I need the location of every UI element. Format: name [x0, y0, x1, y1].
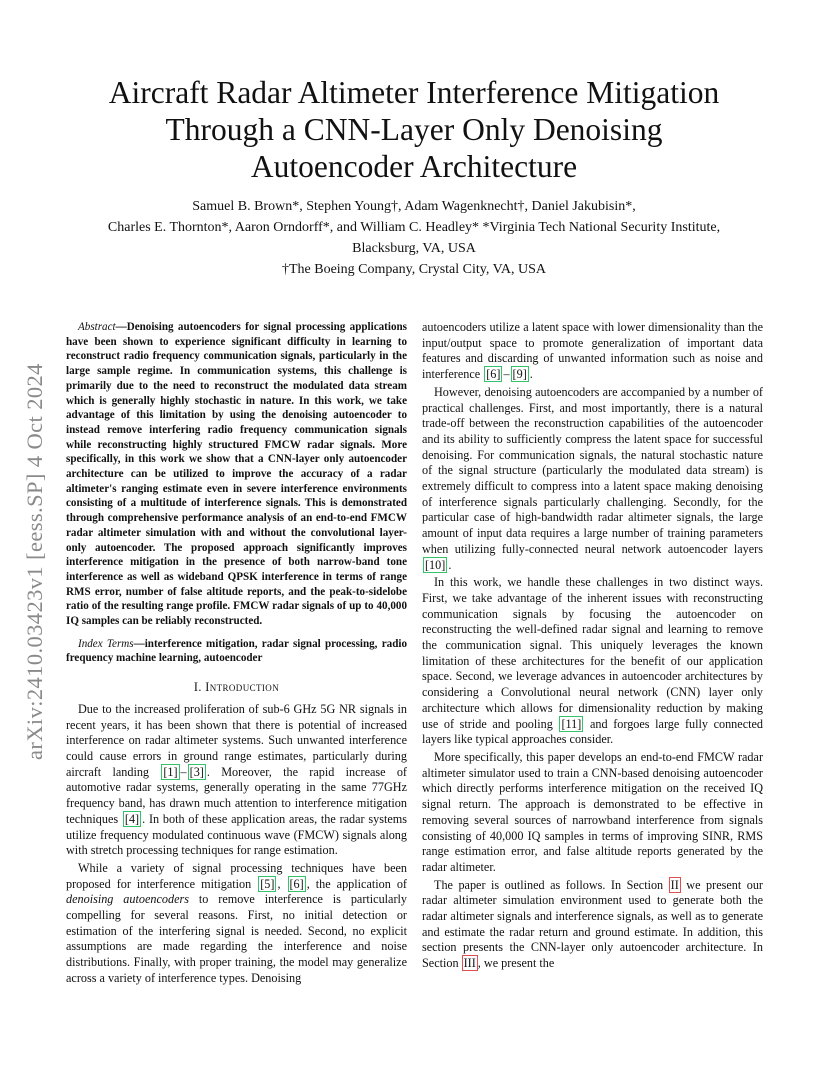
paragraph-text: we present our radar altimeter simulation environment used to generate both the radar altimeter signals and interference signals, as well as to generate and estimate the radar return and ground estimate. In addition, this section presents the CNN-layer only autoencoder architecture. In Section — [422, 877, 763, 971]
paragraph-text: to remove interference is particularly compelling for several reasons. First, no initial detection or estimation of the interfering signal is needed. Second, no explicit assumptions are made regarding the interference and noise distributions. Finally, with proper training, the model may generalize across a variety of interference types. Denoising — [66, 892, 407, 985]
paragraph-text: However, denoising autoencoders are accompanied by a number of practical challenges. First, and most importantly, there is a natural trade-off between the reconstruction capabilities of the autoencoder and its ability to sufficiently compress the latent space for successful denoising. For communication signals, the natural stochastic nature of the signal structure (particularly the modulated data stream) is extremely difficult to compress into a latent space making denoising of interference signals particularly challenging. Secondly, for the particular case of high-bandwidth radar altimeter signals, the large amount of input data requires a large number of training parameters when utilizing fully-connected neural network autoencoder layers — [422, 384, 763, 556]
paragraph-text: In this work, we handle these challenges in two distinct ways. First, we take advantage of the inherent issues with reconstructing communication signals by focusing the autoencoder on reconstructing the well-defined radar signal and learning to remove the communication signal. This uniquely leverages the known limitation of these architectures for the benefit of our application space. Second, we leverage advances in autoencoder architectures by considering a Convolutional neural network (CNN) layer only architecture which allows for dimensionality reduction by making use of stride and pooling — [422, 575, 763, 731]
citation-link[interactable]: [5] — [260, 876, 275, 891]
intro-paragraph — [422, 750, 763, 876]
section-heading — [66, 680, 407, 696]
intro-paragraph — [422, 385, 763, 573]
citation-link[interactable]: [10] — [425, 557, 446, 572]
abstract — [66, 320, 407, 629]
intro-paragraph — [422, 878, 763, 972]
abstract-label: Abstract — [78, 321, 116, 333]
title-line: Autoencoder Architecture — [250, 149, 578, 184]
citation-link[interactable]: [9] — [512, 367, 527, 382]
abstract-text: —Denoising autoencoders for signal processing applications have been shown to experience significant difficulty in learning to reconstruct radio frequency communication signals, particularly in the large sample regime. In communication systems, this challenge is primarily due to the need to reconstruct the modulated data stream which is generally highly stochastic in nature. In this work, we take advantage of this limitation by using the denoising autoencoder to instead remove interfering radio frequency communication signals while reconstructing highly structured FMCW radar signals. More specifically, in this work we show that a CNN-layer only autoencoder architecture can be utilized to improve the accuracy of a radar altimeter's ranging estimate even in severe interference environments consisting of a multitude of interference signals. This is demonstrated through comprehensive performance analysis of an end-to-end FMCW radar altimeter simulation with and without the convolutional layer-only autoencoder. The proposed approach significantly improves interference mitigation in the presence of both narrow-band tone interference as well as wideband QPSK interference in terms of range RMS error, number of false altitude reports, and the peak-to-sidelobe ratio of the resulting range profile. FMCW radar signals of up to 40,000 IQ samples can be reliably reconstructed. — [66, 321, 407, 628]
citation-link[interactable]: [1] — [163, 764, 178, 779]
paragraph-text: . In both of these application areas, the radar systems utilize frequency modulated continuous wave (FMCW) signals along with stretch processing techniques for range estimation. — [66, 811, 407, 858]
citation-link[interactable]: [4] — [124, 811, 140, 826]
paragraph-text: – — [180, 764, 187, 779]
title-line: Through a CNN-Layer Only Denoising — [165, 112, 663, 147]
intro-paragraph — [66, 861, 407, 987]
emphasis-text: denoising autoencoders — [66, 892, 189, 907]
intro-paragraph — [66, 702, 407, 859]
section-number: I. — [193, 680, 202, 695]
index-terms-label: Index Terms — [78, 637, 134, 650]
paper-title — [60, 74, 768, 185]
author-line: †The Boeing Company, Crystal City, VA, USA — [281, 262, 547, 277]
author-line: Charles E. Thornton*, Aaron Orndorff*, and William C. Headley* *Virginia Tech National Security Institute, — [107, 220, 721, 235]
paragraph-text: . Moreover, the rapid increase of automotive radar systems, generally operating in the same 77GHz frequency band, has drawn much attention to interference mitigation techniques — [66, 764, 407, 826]
citation-link[interactable]: [11] — [561, 716, 582, 731]
paragraph-text: . — [529, 367, 533, 382]
title-line: Aircraft Radar Altimeter Interference Mitigation — [108, 75, 720, 110]
intro-paragraph — [422, 320, 763, 383]
paragraph-text: , — [277, 876, 287, 891]
paragraph-text: The paper is outlined as follows. In Section — [434, 877, 669, 892]
author-line: Samuel B. Brown*, Stephen Young†, Adam Wagenknecht†, Daniel Jakubisin*, — [192, 199, 636, 214]
paragraph-text: More specifically, this paper develops an end-to-end FMCW radar altimeter simulator used to train a CNN-based denoising autoencoder which directly performs interference mitigation on the received IQ signal return. The approach is demonstrated to be effective in removing several sources of narrowband interference from signals consisting of 40,000 IQ samples in terms of improving SINR, RMS range estimation error, and false altitude reports generated by the radar altimeter. — [422, 749, 763, 874]
paragraph-text: , the application of — [306, 876, 407, 891]
section-title: Introduction — [205, 680, 280, 695]
index-terms — [66, 637, 407, 666]
arxiv-identifier: arXiv:2410.03423v1 [eess.SP] 4 Oct 2024 — [22, 363, 47, 760]
paragraph-text: and forgoes large fully connected layers like typical approaches consider. — [422, 716, 763, 747]
paragraph-text: Due to the increased proliferation of sub-6 GHz 5G NR signals in recent years, it has been shown that there is potential of increased interference on radar altimeter systems. Such unwanted interference could cause errors in ground range estimates, particularly during aircraft landing — [66, 701, 407, 779]
paragraph-text: – — [503, 367, 510, 382]
index-terms-text: —interference mitigation, radar signal processing, radio frequency machine learning, autoencoder — [66, 637, 407, 665]
citation-link[interactable]: [3] — [189, 764, 204, 779]
intro-paragraph — [422, 575, 763, 748]
citation-link[interactable]: [6] — [289, 876, 304, 891]
author-line: Blacksburg, VA, USA — [352, 241, 476, 256]
citation-link[interactable]: [6] — [486, 367, 501, 382]
author-block — [60, 196, 768, 280]
paragraph-text: autoencoders utilize a latent space with lower dimensionality than the input/output space to promote generalization of important data features and discarding of unwanted information such as noise and interference — [422, 320, 763, 382]
left-column — [66, 320, 407, 989]
right-column — [422, 320, 763, 974]
paragraph-text: . — [448, 557, 452, 572]
paragraph-text: While a variety of signal processing techniques have been proposed for interference mitigation — [66, 860, 407, 891]
section-link[interactable]: II — [670, 877, 679, 892]
section-link[interactable]: III — [463, 956, 476, 971]
paragraph-text: , we present the — [477, 956, 555, 971]
